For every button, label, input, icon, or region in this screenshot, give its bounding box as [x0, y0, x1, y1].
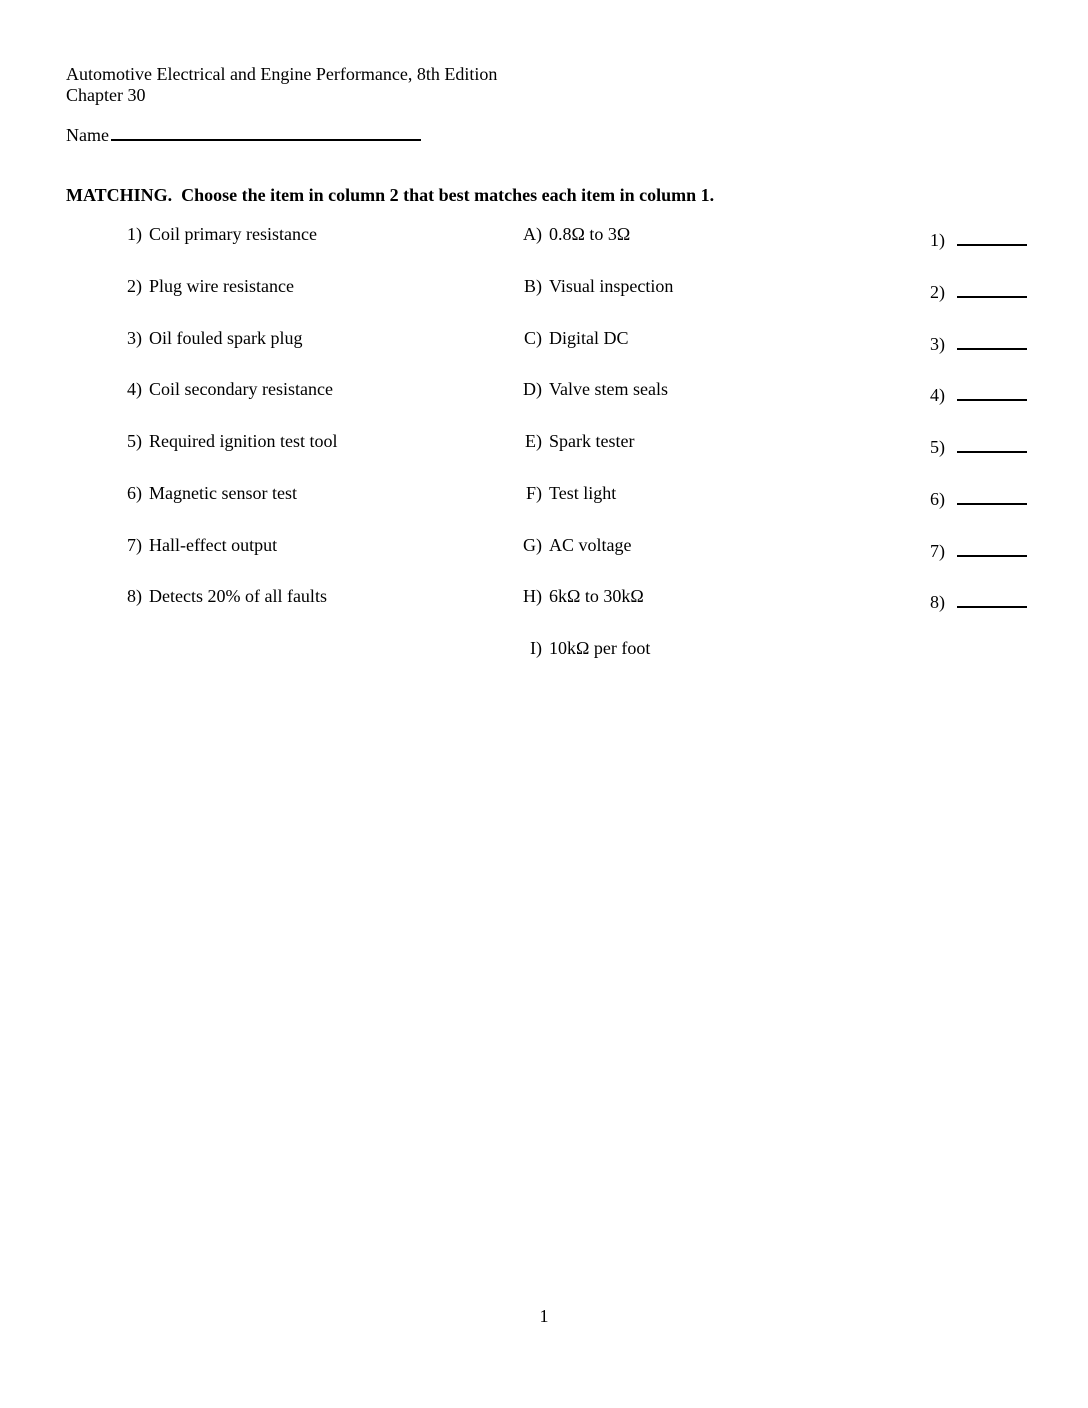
matching-row	[0, 638, 1088, 664]
item-text: Coil secondary resistance	[149, 379, 333, 399]
item-letter: G)	[523, 535, 542, 555]
answer-slot	[860, 224, 1027, 251]
answer-number: 5)	[930, 437, 945, 457]
answer-number: 1)	[930, 230, 945, 250]
item-text: Test light	[549, 483, 617, 503]
item-number: 6)	[127, 483, 142, 503]
answer-slot	[860, 483, 1027, 510]
item-text: Coil primary resistance	[149, 224, 317, 244]
column1-item	[0, 586, 327, 607]
answer-blank[interactable]	[957, 276, 1027, 298]
item-text: Oil fouled spark plug	[149, 328, 303, 348]
book-title: Automotive Electrical and Engine Performance, 8th Edition	[66, 64, 498, 84]
matching-row	[0, 535, 1088, 561]
page-number: 1	[539, 1306, 549, 1326]
item-text: Valve stem seals	[549, 379, 668, 399]
answer-blank[interactable]	[957, 224, 1027, 246]
answer-blank[interactable]	[957, 535, 1027, 557]
item-number: 2)	[127, 276, 142, 296]
answer-blank[interactable]	[957, 379, 1027, 401]
matching-row	[0, 586, 1088, 612]
column2-item	[470, 638, 650, 659]
answer-blank[interactable]	[957, 586, 1027, 608]
item-text: Visual inspection	[549, 276, 674, 296]
column2-item	[470, 535, 632, 556]
column2-item	[470, 586, 644, 607]
column1-item	[0, 431, 337, 452]
item-number: 8)	[127, 586, 142, 606]
matching-row	[0, 328, 1088, 354]
name-label: Name	[66, 125, 109, 145]
item-text: 10kΩ per foot	[549, 638, 651, 658]
column2-item	[470, 379, 668, 400]
answer-number: 6)	[930, 489, 945, 509]
column2-item	[470, 276, 673, 297]
item-letter: F)	[525, 483, 542, 503]
item-letter: A)	[523, 224, 542, 244]
answer-slot	[860, 586, 1027, 613]
column2-item	[470, 328, 629, 349]
answer-number: 3)	[930, 334, 945, 354]
item-number: 5)	[127, 431, 142, 451]
item-text: 6kΩ to 30kΩ	[549, 586, 644, 606]
chapter-label: Chapter 30	[66, 85, 146, 105]
answer-slot	[860, 276, 1027, 303]
column1-item	[0, 483, 297, 504]
item-number: 7)	[127, 535, 142, 555]
item-text: Digital DC	[549, 328, 629, 348]
item-text: 0.8Ω to 3Ω	[549, 224, 631, 244]
item-text: Detects 20% of all faults	[149, 586, 327, 606]
item-text: Spark tester	[549, 431, 635, 451]
item-number: 4)	[127, 379, 142, 399]
item-letter: B)	[524, 276, 542, 296]
item-letter: D)	[523, 379, 542, 399]
answer-number: 2)	[930, 282, 945, 302]
item-letter: C)	[524, 328, 542, 348]
answer-blank[interactable]	[957, 483, 1027, 505]
matching-row	[0, 276, 1088, 302]
column1-item	[0, 224, 317, 245]
item-letter: H)	[523, 586, 542, 606]
matching-instruction: MATCHING. Choose the item in column 2 that best matches each item in column 1.	[66, 185, 715, 205]
item-letter: E)	[525, 431, 542, 451]
answer-number: 8)	[930, 592, 945, 612]
item-number: 1)	[127, 224, 142, 244]
item-letter: I)	[530, 638, 542, 658]
column2-item	[470, 431, 634, 452]
name-row	[66, 121, 421, 146]
matching-row	[0, 379, 1088, 405]
name-input-line[interactable]	[111, 121, 421, 141]
matching-row	[0, 224, 1088, 250]
answer-number: 4)	[930, 385, 945, 405]
answer-number: 7)	[930, 541, 945, 561]
column1-item	[0, 379, 333, 400]
answer-slot	[860, 535, 1027, 562]
column1-item	[0, 535, 277, 556]
item-text: Hall-effect output	[149, 535, 278, 555]
matching-row	[0, 431, 1088, 457]
answer-blank[interactable]	[957, 328, 1027, 350]
answer-blank[interactable]	[957, 431, 1027, 453]
column1-item	[0, 276, 294, 297]
answer-slot	[860, 328, 1027, 355]
document-header	[66, 64, 497, 106]
item-text: AC voltage	[549, 535, 632, 555]
column1-item	[0, 328, 302, 349]
item-number: 3)	[127, 328, 142, 348]
answer-slot	[860, 431, 1027, 458]
answer-slot	[860, 379, 1027, 406]
column2-item	[470, 224, 630, 245]
item-text: Required ignition test tool	[149, 431, 338, 451]
matching-row	[0, 483, 1088, 509]
column2-item	[470, 483, 616, 504]
item-text: Magnetic sensor test	[149, 483, 297, 503]
item-text: Plug wire resistance	[149, 276, 294, 296]
